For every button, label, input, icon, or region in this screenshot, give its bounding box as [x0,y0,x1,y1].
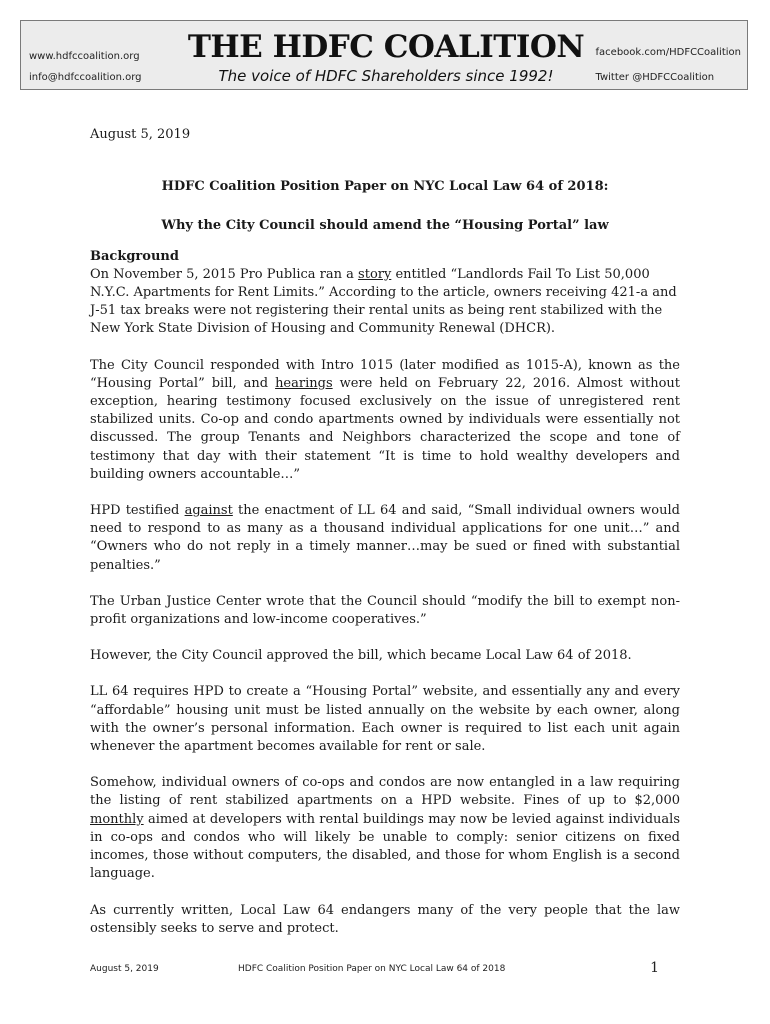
page-number: 1 [650,960,659,976]
paragraph-text: entitled “Landlords Fail To List 50,000 N.Y.C. Apartments for Rent Limits.” According to the article, owners receiving 421-a and J-51 tax breaks were not registering their rental units as being rent stabilized with the New York State Division of Housing and Community Renewal (DHCR). [90,266,677,337]
document-date: August 5, 2019 [90,127,191,142]
monthly-link[interactable]: monthly [90,811,144,827]
paragraph-text: The City Council responded with Intro 1015 (later modified as 1015-A), known as the “Housing Portal” bill, and [90,357,680,391]
against-link[interactable]: against [184,503,233,519]
organization-tagline: The voice of HDFC Shareholders since 1992! [218,67,554,85]
paragraph-conclusion: As currently written, Local Law 64 endangers many of the very people that the law ostensibly seeks to serve and protect. [90,902,680,936]
letterhead-contact [29,46,142,88]
document-title: HDFC Coalition Position Paper on NYC Local Law 64 of 2018: [161,179,609,195]
paragraph-text: aimed at developers with rental buildings may now be levied against individuals in co-ops and condos who will likely be unable to comply: senior citizens on fixed incomes, those without computers, the disabled, and those for whom English is a second language. [90,811,680,882]
hearings-link[interactable]: hearings [275,375,333,391]
document-subtitle: Why the City Council should amend the “Housing Portal” law [161,218,609,234]
letterhead-center [171,29,601,87]
email-link[interactable]: info@hdfccoalition.org [29,72,142,83]
website-link[interactable]: www.hdfccoalition.org [29,51,140,62]
paragraph-owners-entangled [90,774,680,883]
paragraph-text: the enactment of LL 64 and said, “Small individual owners would need to respond to as many as a thousand individual applications for one unit…” and “Owners who do not reply in a timely manner…may be sued or fined with substantial penalties.” [90,503,680,573]
paragraph-hpd [90,502,680,575]
footer-date: August 5, 2019 [90,964,159,974]
twitter-link[interactable]: Twitter @HDFCCoalition [595,72,715,83]
letterhead [20,20,748,90]
story-link[interactable]: story [358,266,392,282]
paragraph-ll64-requirements: LL 64 requires HPD to create a “Housing Portal” website, and essentially any and every “affordable” housing unit must be listed annually on the website by each owner, along with the owner’s personal information. Each owner is required to list each unit again whenever the apartment becomes available for rent or sale. [90,684,680,755]
organization-title: THE HDFC COALITION [187,29,585,65]
paragraph-urban-justice: The Urban Justice Center wrote that the Council should “modify the bill to exempt non-profit organizations and low-income cooperatives.” [90,593,680,628]
paragraph-text: were held on February 22, 2016. Almost without exception, hearing testimony focused exclusively on the issue of unregistered rent stabilized units. Co-op and condo apartments owned by individuals were essentially not discussed. The group Tenants and Neighbors characterized the scope and tone of testimony that day with their statement “It is time to hold wealthy developers and building owners accountable…” [90,375,680,482]
paragraph-city-council [90,357,680,484]
document-body [90,126,680,956]
letterhead-social [596,40,741,90]
paragraph-propublica [90,266,680,339]
paragraph-text: Somehow, individual owners of co-ops and condos are now entangled in a law requiring the listing of rent stabilized apartments on a HPD website. Fines of up to $2,000 [90,775,680,809]
section-title-background: Background [90,248,179,264]
paragraph-text: On November 5, 2015 Pro Publica ran a [90,266,359,282]
facebook-link[interactable]: facebook.com/HDFCCoalition [595,47,741,58]
paragraph-approval: However, the City Council approved the bill, which became Local Law 64 of 2018. [90,648,632,664]
footer-title: HDFC Coalition Position Paper on NYC Local Law 64 of 2018 [238,964,506,974]
paragraph-text: HPD testified [90,503,185,519]
